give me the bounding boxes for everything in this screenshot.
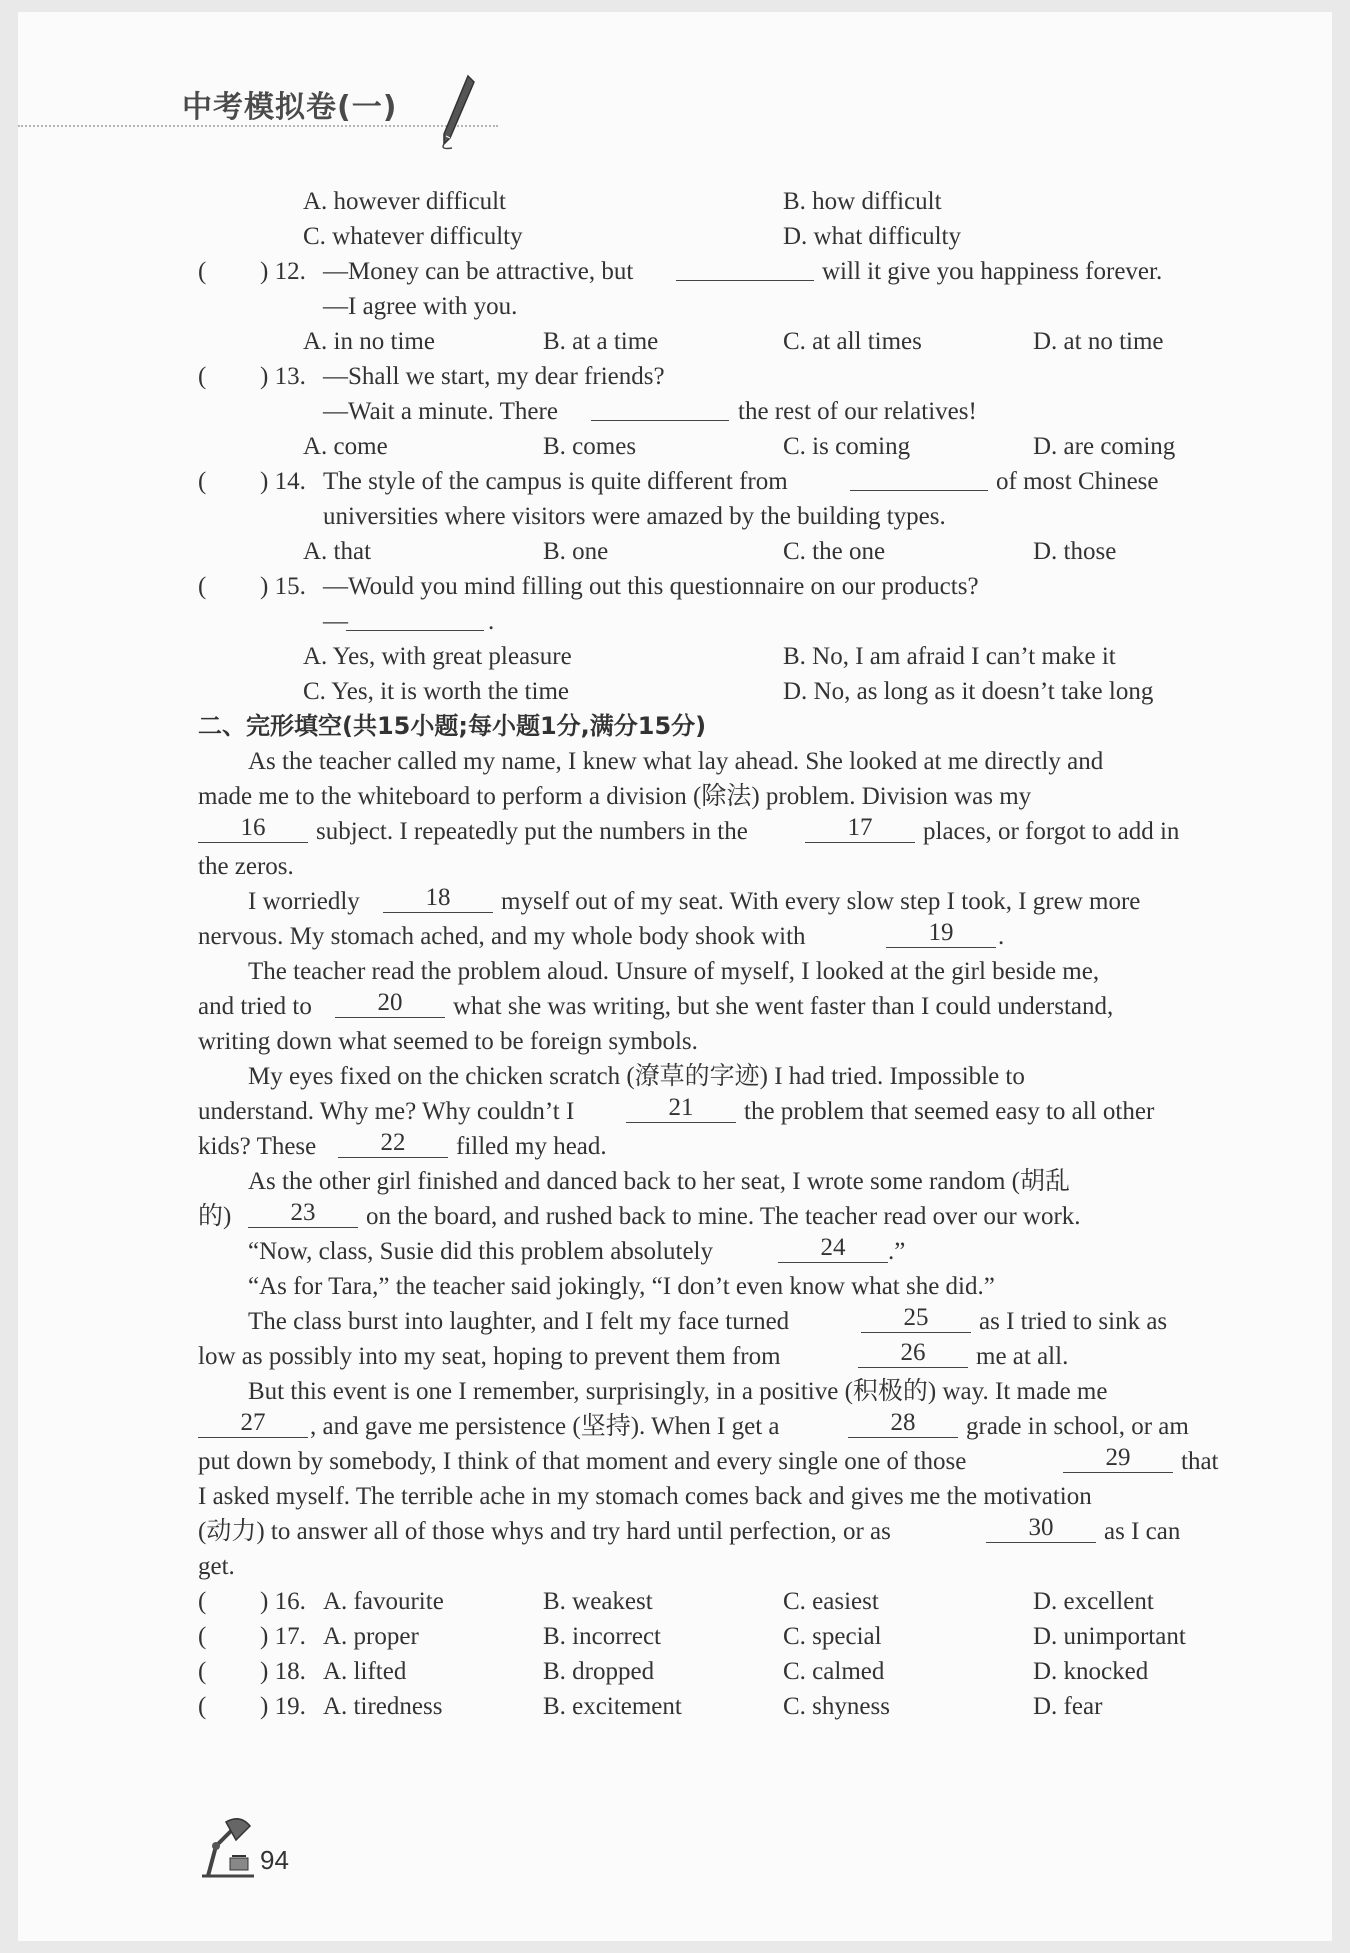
q13-stem-row [198, 359, 1228, 394]
passage-text: (动力) to answer all of those whys and try hard until perfection, or as [198, 1518, 891, 1545]
q13-option-b: B. comes [543, 433, 637, 460]
q16-number: ) 16. [260, 1588, 306, 1615]
blank-26[interactable]: 26 [858, 1339, 968, 1368]
q12-number: ) 12. [260, 258, 306, 285]
passage-text: . [998, 923, 1005, 950]
passage-text: , and gave me persistence (坚持). When I get a [310, 1413, 780, 1440]
passage-text: as I can [1104, 1518, 1181, 1545]
q15-options-row1 [198, 639, 1228, 674]
passage-text: nervous. My stomach ached, and my whole body shook with [198, 923, 806, 950]
blank-18[interactable]: 18 [383, 884, 493, 913]
passage-text: grade in school, or am [966, 1413, 1189, 1440]
q14-number: ) 14. [260, 468, 306, 495]
passage-text: understand. Why me? Why couldn’t I [198, 1098, 575, 1125]
passage-text: As the other girl finished and danced back to her seat, I wrote some random (胡乱 [248, 1168, 1070, 1195]
passage-line-18 [198, 1339, 1228, 1374]
passage-line-12 [198, 1129, 1228, 1164]
passage-text: I worriedly [248, 888, 360, 915]
passage-text: the zeros. [198, 853, 294, 880]
q15-blank[interactable] [346, 604, 484, 631]
exam-page [18, 12, 1332, 1941]
blank-21[interactable]: 21 [626, 1094, 736, 1123]
q13-number: ) 13. [260, 363, 306, 390]
passage-line-4 [198, 849, 1228, 884]
passage-text: The class burst into laughter, and I felt my face turned [248, 1308, 790, 1335]
q16-option-b: B. weakest [543, 1588, 653, 1615]
passage-line-22 [198, 1479, 1228, 1514]
q13-stem: —Shall we start, my dear friends? [323, 363, 665, 390]
passage-text: writing down what seemed to be foreign symbols. [198, 1028, 698, 1055]
q14-answer-paren[interactable]: ( [198, 468, 207, 495]
q14-stem-b: of most Chinese [996, 468, 1159, 495]
blank-29[interactable]: 29 [1063, 1444, 1173, 1473]
passage-text: filled my head. [456, 1133, 607, 1160]
q13-option-d: D. are coming [1033, 433, 1176, 460]
passage-text: I asked myself. The terrible ache in my stomach comes back and gives me the motivation [198, 1483, 1092, 1510]
q15-option-c: C. Yes, it is worth the time [303, 678, 569, 705]
blank-24[interactable]: 24 [778, 1234, 888, 1263]
q16-answer-paren[interactable]: ( [198, 1588, 207, 1615]
blank-17[interactable]: 17 [805, 814, 915, 843]
passage-text: “Now, class, Susie did this problem absolutely [248, 1238, 713, 1265]
q14-options-row [198, 534, 1228, 569]
q15-period: . [488, 608, 495, 635]
passage-text: As the teacher called my name, I knew what lay ahead. She looked at me directly and [248, 748, 1104, 775]
q15-stem-row [198, 569, 1228, 604]
q12-option-d: D. at no time [1033, 328, 1164, 355]
q14-stem-row2 [198, 499, 1228, 534]
q19-option-a: A. tiredness [323, 1693, 443, 1720]
q12-stem-row [198, 254, 1228, 289]
exam-content [198, 184, 1228, 1724]
passage-line-11 [198, 1094, 1228, 1129]
q15-dash: — [323, 608, 348, 635]
passage-line-14 [198, 1199, 1228, 1234]
passage-line-3 [198, 814, 1228, 849]
blank-30[interactable]: 30 [986, 1514, 1096, 1543]
blank-27[interactable]: 27 [198, 1409, 308, 1438]
q16-option-a: A. favourite [323, 1588, 444, 1615]
q13-reply-a: —Wait a minute. There [323, 398, 558, 425]
q14-stem-a: The style of the campus is quite different from [323, 468, 788, 495]
passage-line-5 [198, 884, 1228, 919]
passage-line-20 [198, 1409, 1228, 1444]
blank-25[interactable]: 25 [861, 1304, 971, 1333]
passage-line-16 [198, 1269, 1228, 1304]
blank-22[interactable]: 22 [338, 1129, 448, 1158]
q18-option-a: A. lifted [323, 1658, 407, 1685]
passage-text: kids? These [198, 1133, 317, 1160]
passage-text: The teacher read the problem aloud. Unsure of myself, I looked at the girl beside me, [248, 958, 1100, 985]
passage-line-17 [198, 1304, 1228, 1339]
q12-stem-b: will it give you happiness forever. [822, 258, 1163, 285]
passage-text: as I tried to sink as [979, 1308, 1168, 1335]
passage-line-10 [198, 1059, 1228, 1094]
q19-answer-paren[interactable]: ( [198, 1693, 207, 1720]
passage-line-6 [198, 919, 1228, 954]
passage-text: on the board, and rushed back to mine. The teacher read over our work. [366, 1203, 1081, 1230]
passage-text: My eyes fixed on the chicken scratch (潦草的字迹) I had tried. Impossible to [248, 1063, 1025, 1090]
q17-number: ) 17. [260, 1623, 306, 1650]
q15-option-d: D. No, as long as it doesn’t take long [783, 678, 1154, 705]
q16-option-d: D. excellent [1033, 1588, 1154, 1615]
q11-option-a: A. however difficult [303, 188, 506, 215]
passage-text: “As for Tara,” the teacher said jokingly, “I don’t even know what she did.” [248, 1273, 995, 1300]
q18-row [198, 1654, 1228, 1689]
passage-text: the problem that seemed easy to all other [744, 1098, 1155, 1125]
passage-text: places, or forgot to add in [923, 818, 1180, 845]
passage-text: what she was writing, but she went faster than I could understand, [453, 993, 1114, 1020]
q12-reply: —I agree with you. [323, 293, 518, 320]
q12-answer-paren[interactable]: ( [198, 258, 207, 285]
pen-icon [438, 72, 478, 152]
passage-line-8 [198, 989, 1228, 1024]
passage-line-2 [198, 779, 1228, 814]
passage-text: and tried to [198, 993, 312, 1020]
blank-16[interactable]: 16 [198, 814, 308, 843]
q13-blank[interactable] [591, 394, 729, 421]
passage-text: that [1181, 1448, 1219, 1475]
passage-text: get. [198, 1553, 235, 1580]
blank-20[interactable]: 20 [335, 989, 445, 1018]
q18-option-c: C. calmed [783, 1658, 885, 1685]
q17-option-b: B. incorrect [543, 1623, 662, 1650]
q12-blank[interactable] [676, 254, 814, 281]
section2-title: 二、完形填空(共15小题;每小题1分,满分15分) [198, 712, 707, 740]
blank-23[interactable]: 23 [248, 1199, 358, 1228]
q11-option-d: D. what difficulty [783, 223, 961, 250]
q18-answer-paren[interactable]: ( [198, 1658, 207, 1685]
passage-text: myself out of my seat. With every slow step I took, I grew more [501, 888, 1141, 915]
q15-answer-row [198, 604, 1228, 639]
q12-stem-a: —Money can be attractive, but [323, 258, 634, 285]
passage-line-1 [198, 744, 1228, 779]
q13-options-row [198, 429, 1228, 464]
q16-option-c: C. easiest [783, 1588, 879, 1615]
passage-text: .” [888, 1238, 906, 1265]
passage-text: me at all. [976, 1343, 1069, 1370]
q13-option-a: A. come [303, 433, 388, 460]
q18-option-d: D. knocked [1033, 1658, 1149, 1685]
blank-19[interactable]: 19 [886, 919, 996, 948]
q14-option-c: C. the one [783, 538, 886, 565]
q11-options-row2 [198, 219, 1228, 254]
q12-option-a: A. in no time [303, 328, 435, 355]
q18-option-b: B. dropped [543, 1658, 655, 1685]
blank-28[interactable]: 28 [848, 1409, 958, 1438]
q18-number: ) 18. [260, 1658, 306, 1685]
passage-text: But this event is one I remember, surprisingly, in a positive (积极的) way. It made me [248, 1378, 1108, 1405]
q19-number: ) 19. [260, 1693, 306, 1720]
passage-text: made me to the whiteboard to perform a division (除法) problem. Division was my [198, 783, 1032, 810]
q11-option-c: C. whatever difficulty [303, 223, 523, 250]
passage-line-24 [198, 1549, 1228, 1584]
q13-option-c: C. is coming [783, 433, 911, 460]
q12-options-row [198, 324, 1228, 359]
q12-reply-row [198, 289, 1228, 324]
q14-option-a: A. that [303, 538, 372, 565]
passage-text: low as possibly into my seat, hoping to prevent them from [198, 1343, 781, 1370]
q19-row [198, 1689, 1228, 1724]
q17-option-d: D. unimportant [1033, 1623, 1186, 1650]
q17-row [198, 1619, 1228, 1654]
q13-reply-row [198, 394, 1228, 429]
q16-row [198, 1584, 1228, 1619]
q13-answer-paren[interactable]: ( [198, 363, 207, 390]
q15-answer-paren[interactable]: ( [198, 573, 207, 600]
q12-option-b: B. at a time [543, 328, 659, 355]
passage-text: put down by somebody, I think of that moment and every single one of those [198, 1448, 967, 1475]
page-number: 94 [260, 1845, 289, 1875]
q17-answer-paren[interactable]: ( [198, 1623, 207, 1650]
q19-option-b: B. excitement [543, 1693, 682, 1720]
passage-text: 的) [198, 1203, 232, 1230]
passage-line-19 [198, 1374, 1228, 1409]
passage-text: subject. I repeatedly put the numbers in the [316, 818, 748, 845]
q17-option-c: C. special [783, 1623, 882, 1650]
passage-line-13 [198, 1164, 1228, 1199]
q14-blank[interactable] [850, 464, 988, 491]
passage-line-21 [198, 1444, 1228, 1479]
q13-reply-b: the rest of our relatives! [738, 398, 977, 425]
desk-lamp-icon [196, 1812, 260, 1882]
passage-line-7 [198, 954, 1228, 989]
q17-option-a: A. proper [323, 1623, 419, 1650]
q14-stem-c: universities where visitors were amazed by the building types. [323, 503, 946, 530]
q19-option-d: D. fear [1033, 1693, 1103, 1720]
q11-option-b: B. how difficult [783, 188, 942, 215]
q19-option-c: C. shyness [783, 1693, 890, 1720]
q14-option-b: B. one [543, 538, 609, 565]
q11-options-row1 [198, 184, 1228, 219]
q14-option-d: D. those [1033, 538, 1117, 565]
q15-option-a: A. Yes, with great pleasure [303, 643, 572, 670]
q15-option-b: B. No, I am afraid I can’t make it [783, 643, 1116, 670]
page-header-title: 中考模拟卷(一) [182, 90, 398, 125]
q15-stem: —Would you mind filling out this questionnaire on our products? [323, 573, 979, 600]
q14-stem-row [198, 464, 1228, 499]
q15-options-row2 [198, 674, 1228, 709]
q15-number: ) 15. [260, 573, 306, 600]
q12-option-c: C. at all times [783, 328, 922, 355]
section2-title-row [198, 709, 1228, 744]
passage-line-23 [198, 1514, 1228, 1549]
passage-line-15 [198, 1234, 1228, 1269]
passage-line-9 [198, 1024, 1228, 1059]
